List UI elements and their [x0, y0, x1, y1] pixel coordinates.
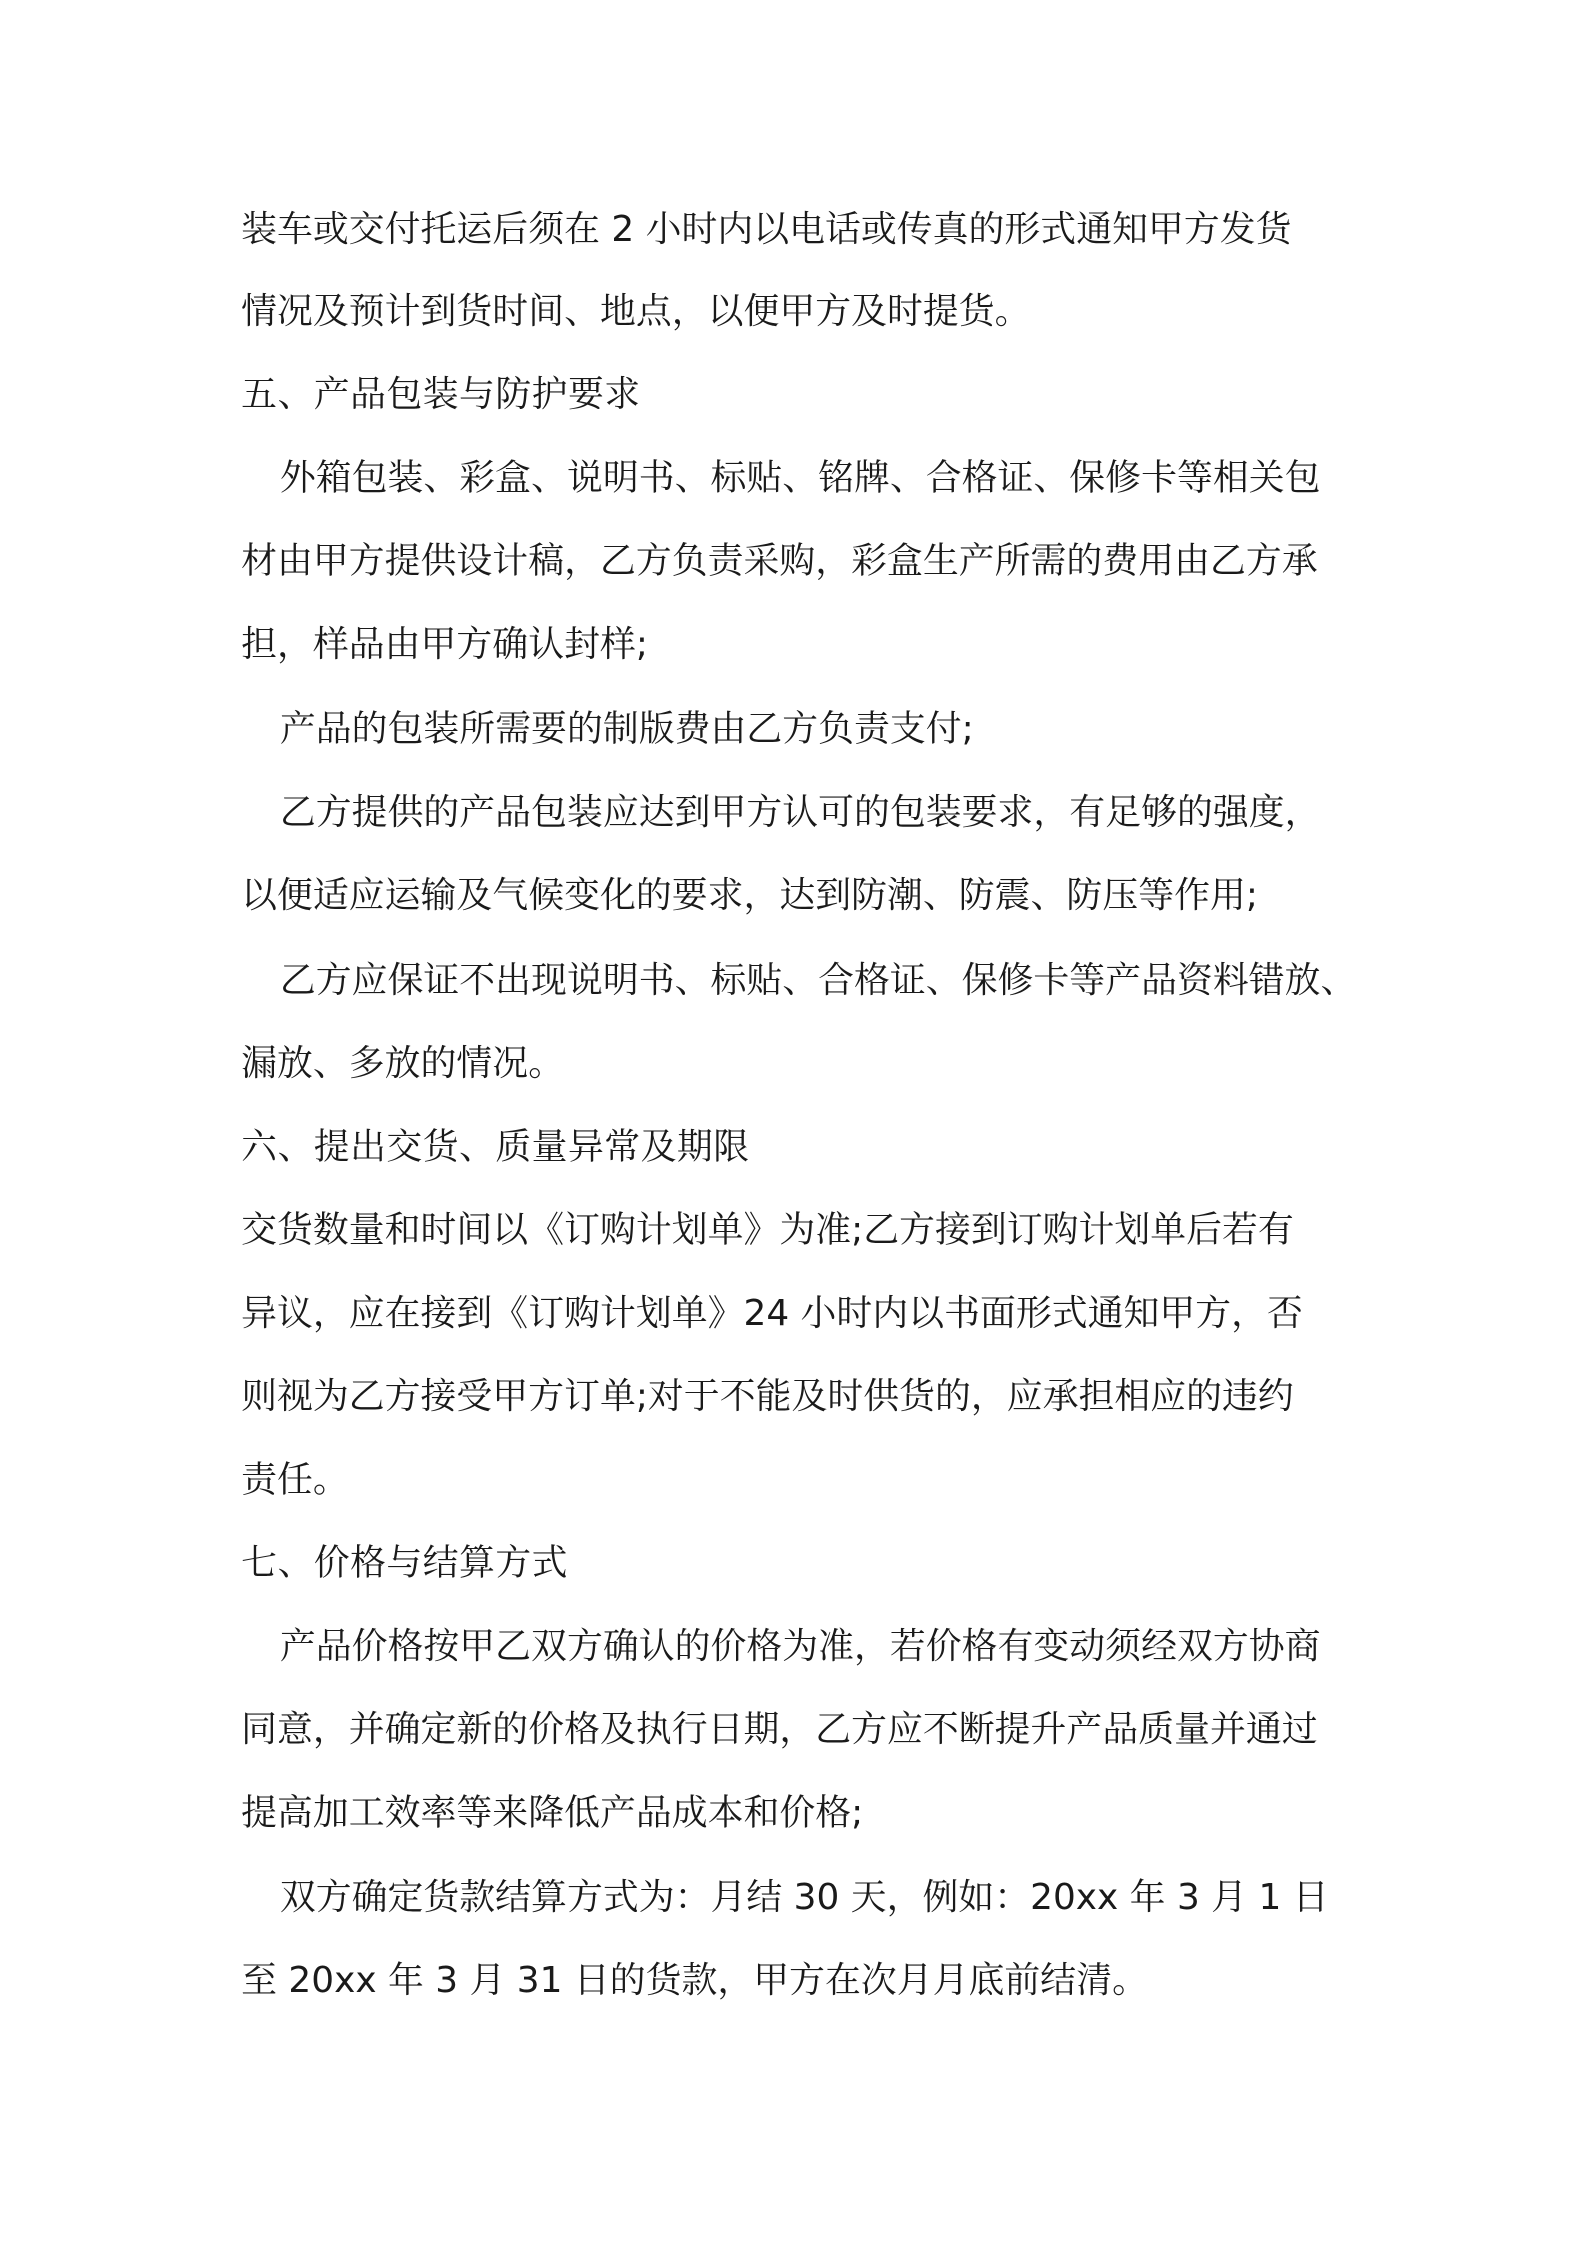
paragraph-line: 装车或交付托运后须在 2 小时内以电话或传真的形式通知甲方发货 — [241, 208, 1292, 250]
paragraph-line: 产品价格按甲乙双方确认的价格为准，若价格有变动须经双方协商 — [279, 1624, 1321, 1667]
paragraph-line: 同意，并确定新的价格及执行日期，乙方应不断提升产品质量并通过 — [241, 1708, 1318, 1750]
paragraph-line: 至 20xx 年 3 月 31 日的货款，甲方在次月月底前结清。 — [241, 1959, 1148, 2001]
paragraph-line: 乙方应保证不出现说明书、标贴、合格证、保修卡等产品资料错放、 — [279, 958, 1357, 1001]
paragraph-line: 漏放、多放的情况。 — [241, 1042, 565, 1084]
section-heading-7: 七、价格与结算方式 — [241, 1541, 568, 1584]
paragraph-line: 乙方提供的产品包装应达到甲方认可的包装要求，有足够的强度， — [279, 790, 1321, 833]
paragraph-line: 双方确定货款结算方式为：月结 30 天，例如：20xx 年 3 月 1 日 — [279, 1875, 1329, 1918]
paragraph-line: 材由甲方提供设计稿，乙方负责采购，彩盒生产所需的费用由乙方承 — [241, 539, 1318, 582]
paragraph-line: 担，样品由甲方确认封样; — [241, 622, 648, 665]
paragraph-line: 情况及预计到货时间、地点，以便甲方及时提货。 — [241, 289, 1031, 332]
paragraph-line: 产品的包装所需要的制版费由乙方负责支付; — [279, 707, 974, 750]
paragraph-line: 异议，应在接到《订购计划单》24 小时内以书面形式通知甲方，否 — [241, 1291, 1303, 1334]
paragraph-line: 交货数量和时间以《订购计划单》为准;乙方接到订购计划单后若有 — [241, 1208, 1294, 1251]
paragraph-line: 以便适应运输及气候变化的要求，达到防潮、防震、防压等作用; — [241, 874, 1258, 916]
section-heading-5: 五、产品包装与防护要求 — [241, 373, 641, 415]
section-heading-6: 六、提出交货、质量异常及期限 — [241, 1125, 750, 1167]
paragraph-line: 外箱包装、彩盒、说明书、标贴、铭牌、合格证、保修卡等相关包 — [279, 456, 1321, 499]
paragraph-line: 则视为乙方接受甲方订单;对于不能及时供货的，应承担相应的违约 — [241, 1375, 1294, 1417]
paragraph-line: 提高加工效率等来降低产品成本和价格; — [241, 1791, 864, 1833]
paragraph-line: 责任。 — [241, 1458, 349, 1500]
